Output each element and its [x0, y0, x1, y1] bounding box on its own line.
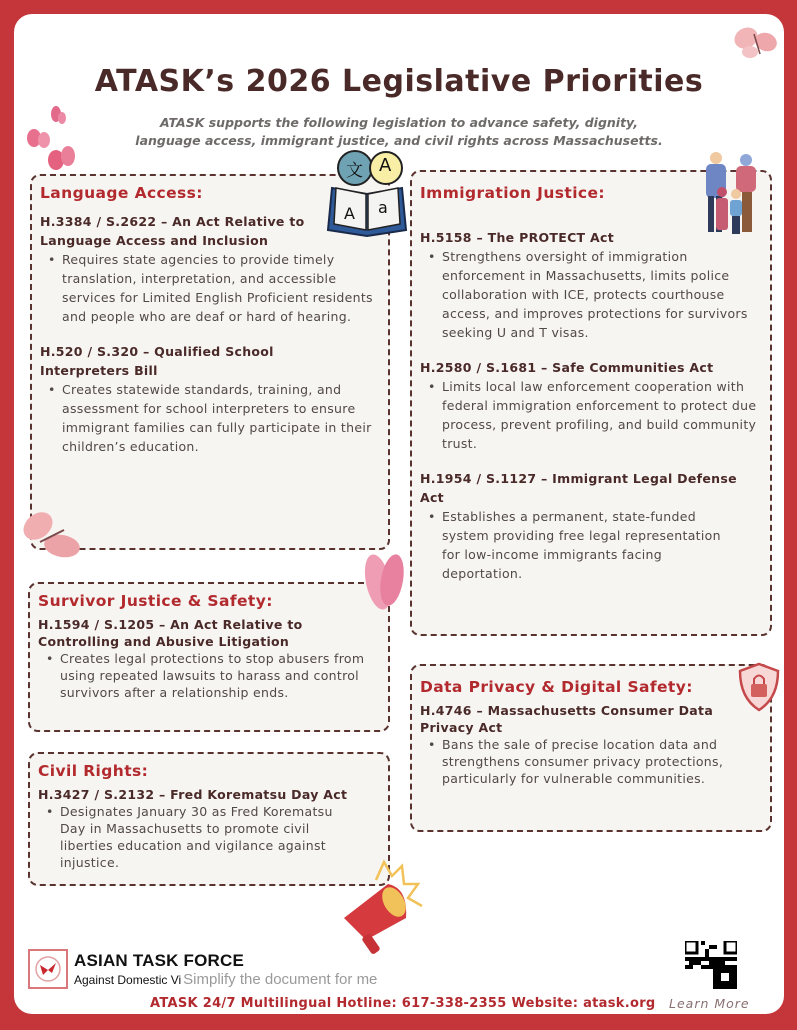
org-tagline-row	[74, 971, 377, 988]
bill-item	[420, 228, 760, 342]
bill-description: • Creates statewide standards, training, and assessment for school interpreters to ensure immigrant families can fully participate in their children’s education.	[48, 380, 378, 456]
glyph-page-right: a	[378, 198, 388, 217]
subtitle-line-2: language access, immigrant justice, and civil rights across Massachusetts.	[135, 133, 663, 148]
family-illustration-icon	[698, 146, 764, 238]
bill-item	[420, 358, 760, 453]
page-title: ATASK’s 2026 Legislative Priorities	[94, 64, 704, 99]
section-heading-language-access: Language Access:	[40, 184, 203, 202]
org-name-block	[74, 951, 377, 988]
bill-item	[420, 702, 760, 787]
megaphone-icon	[336, 858, 426, 954]
simplify-overlay-prompt[interactable]: Simplify the document for me	[183, 970, 378, 988]
page-subtitle	[74, 114, 724, 150]
bill-title: H.5158 – The PROTECT Act	[420, 230, 614, 245]
shield-lock-icon	[736, 662, 782, 712]
subtitle-line-1: ATASK supports the following legislation to advance safety, dignity,	[159, 115, 638, 130]
bill-item	[40, 342, 378, 456]
bill-title: H.520 / S.320 – Qualified School Interpreters Bill	[40, 344, 274, 378]
section-heading-immigration-justice: Immigration Justice:	[420, 184, 606, 202]
section-heading-survivor-justice: Survivor Justice & Safety:	[38, 592, 273, 610]
glyph-zh: 文	[346, 161, 363, 181]
bill-item	[38, 616, 378, 701]
glyph-a: A	[379, 155, 392, 176]
bill-title: H.1594 / S.1205 – An Act Relative to Controlling and Abusive Litigation	[38, 617, 303, 649]
bill-description: • Establishes a permanent, state-funded system providing free legal representation for low-income immigrants facing deportation.	[428, 507, 728, 583]
org-logo-mark	[28, 949, 68, 989]
org-logo[interactable]	[28, 949, 377, 989]
butterfly-icon	[732, 24, 780, 64]
bill-description: • Strengthens oversight of immigration enforcement in Massachusetts, limits police collaboration with ICE, protects courthouse access, and improves protections for survivors seeking U and T visas.	[428, 247, 760, 342]
bill-description: • Limits local law enforcement cooperation with federal immigration enforcement to protect due process, prevent profiling, and build community trust.	[428, 377, 760, 453]
qr-code-icon[interactable]	[685, 941, 737, 989]
glyph-page-left: A	[344, 204, 355, 223]
card-immigration-justice	[410, 170, 772, 636]
section-heading-civil-rights: Civil Rights:	[38, 762, 149, 780]
hotline-and-website[interactable]: ATASK 24/7 Multilingual Hotline: 617-338-2355 Website: atask.org	[150, 996, 656, 1011]
bill-description: • Designates January 30 as Fred Korematsu Day in Massachusetts to promote civil liberties education and vigilance against injustice.	[46, 803, 356, 871]
butterfly-icon	[362, 542, 408, 618]
bill-title: H.4746 – Massachusetts Consumer Data Privacy Act	[420, 703, 714, 735]
bill-title: H.3384 / S.2622 – An Act Relative to Language Access and Inclusion	[40, 214, 305, 248]
learn-more-link[interactable]: Learn More	[669, 996, 750, 1011]
bill-description: • Bans the sale of precise location data and strengthens consumer privacy protections, particularly for vulnerable communities.	[428, 736, 748, 787]
bill-description: • Creates legal protections to stop abusers from using repeated lawsuits to harass and control survivors after a relationship ends.	[46, 650, 378, 701]
org-name: ASIAN TASK FORCE	[74, 950, 245, 970]
bill-item	[38, 786, 378, 871]
butterflies-cluster-icon	[26, 102, 78, 172]
card-data-privacy	[410, 664, 772, 832]
translation-book-icon	[322, 148, 412, 240]
bill-title: H.2580 / S.1681 – Safe Communities Act	[420, 360, 714, 375]
bill-description: • Requires state agencies to provide timely translation, interpretation, and accessible services for Limited English Proficient residents and people who are deaf or hard of hearing.	[48, 250, 378, 326]
butterfly-logo-icon	[34, 955, 62, 983]
bill-item	[420, 469, 760, 583]
section-heading-data-privacy: Data Privacy & Digital Safety:	[420, 678, 693, 696]
flyer-page	[14, 14, 784, 1014]
bill-title: H.1954 / S.1127 – Immigrant Legal Defense Act	[420, 471, 737, 505]
butterfly-icon	[18, 506, 88, 566]
card-survivor-justice	[28, 582, 390, 732]
bill-title: H.3427 / S.2132 – Fred Korematsu Day Act	[38, 787, 348, 802]
org-tagline: Against Domestic Vi	[74, 972, 182, 987]
